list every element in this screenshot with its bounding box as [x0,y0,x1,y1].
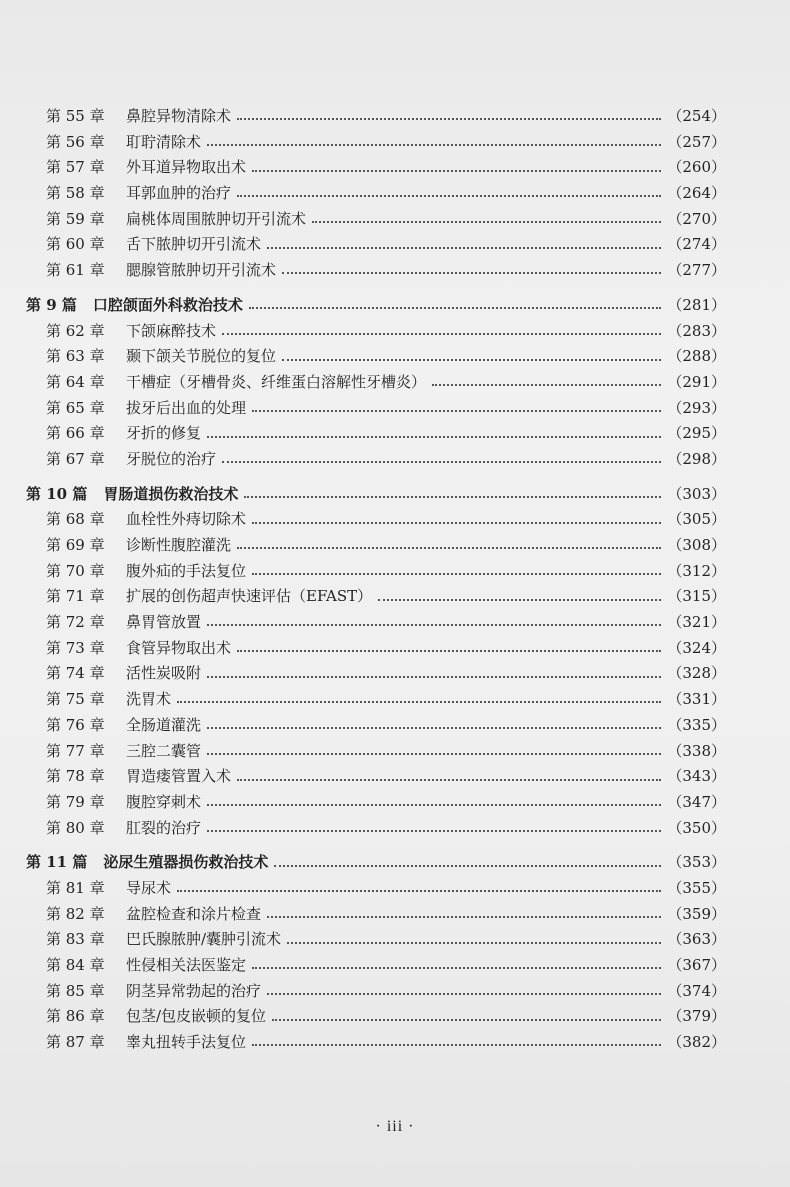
chapter-row [26,507,726,533]
chapter-number: 第 82 章 [46,904,105,923]
page-reference: （288） [667,347,726,366]
dot-leader [207,675,661,678]
chapter-number: 第 79 章 [46,792,105,811]
chapter-title: 拔牙后出血的处理 [126,398,247,417]
chapter-title: 腮腺管脓肿切开引流术 [126,261,277,280]
chapter-title: 肛裂的治疗 [126,818,202,837]
chapter-number: 第 81 章 [46,878,105,897]
chapter-title: 腹外疝的手法复位 [126,561,247,580]
dot-leader [272,1018,661,1021]
chapter-title: 扩展的创伤超声快速评估（EFAST） [126,587,373,606]
page-reference: （382） [667,1033,726,1052]
page-reference: （350） [667,818,726,837]
dot-leader [252,1043,661,1046]
chapter-title: 腹腔穿刺术 [126,792,202,811]
page-reference: （338） [667,741,726,760]
chapter-row [26,661,726,687]
chapter-number: 第 67 章 [46,449,105,468]
chapter-row [26,687,726,713]
chapter-title: 食管异物取出术 [126,638,232,657]
chapter-title: 牙折的修复 [126,424,202,443]
chapter-row [26,232,726,258]
page-reference: （298） [667,449,726,468]
chapter-row [26,790,726,816]
dot-leader [249,306,661,309]
dot-leader [244,495,661,498]
page-reference: （295） [667,424,726,443]
part-heading [26,482,726,508]
chapter-number: 第 85 章 [46,981,105,1000]
dot-leader [378,598,661,601]
page-reference: （308） [667,536,726,554]
chapter-number: 第 70 章 [46,561,105,580]
dot-leader [282,358,661,361]
chapter-number: 第 87 章 [46,1033,105,1052]
dot-leader [267,915,661,918]
dot-leader [207,829,661,832]
dot-leader [207,143,661,146]
chapter-number: 第 78 章 [46,767,105,786]
chapter-title: 包茎/包皮嵌顿的复位 [126,1007,267,1026]
page-reference: （355） [667,878,726,897]
page-reference: （264） [667,184,726,203]
page-reference: （274） [667,235,726,254]
chapter-row [26,207,726,233]
chapter-number: 第 68 章 [46,510,105,529]
page-reference: （305） [667,510,726,529]
chapter-row [26,258,726,284]
chapter-row [26,319,726,345]
chapter-number: 第 58 章 [46,184,105,203]
chapter-row [26,1030,726,1056]
chapter-number: 第 84 章 [46,956,105,974]
page-reference: （312） [667,561,726,580]
chapter-row [26,559,726,585]
part-number: 第 11 篇 [26,853,88,872]
dot-leader [237,649,661,652]
dot-leader [267,246,661,249]
chapter-title: 性侵相关法医鉴定 [126,956,247,974]
part-heading [26,293,726,319]
chapter-number: 第 77 章 [46,741,105,760]
dot-leader [312,220,661,223]
part-title: 泌尿生殖器损伤救治技术 [103,853,269,872]
chapter-row [26,155,726,181]
chapter-row [26,447,726,473]
page-reference: （374） [667,981,726,1000]
page-reference: （353） [667,853,726,872]
chapter-title: 干槽症（牙槽骨炎、纤维蛋白溶解性牙槽炎） [126,372,427,391]
page-reference: （343） [667,767,726,786]
dot-leader [252,572,661,575]
page-reference: （347） [667,792,726,811]
dot-leader [177,889,661,892]
chapter-number: 第 69 章 [46,536,105,554]
page-reference: （254） [667,107,726,125]
dot-leader [252,966,661,969]
part-heading [26,850,726,876]
chapter-title: 盆腔检查和涂片检查 [126,904,262,923]
chapter-number: 第 63 章 [46,347,105,366]
page-reference: （379） [667,1007,726,1026]
chapter-number: 第 59 章 [46,209,105,228]
dot-leader [282,271,661,274]
page-reference: （277） [667,261,726,280]
chapter-title: 耳郭血肿的治疗 [126,184,232,203]
dot-leader [207,752,661,755]
chapter-row [26,764,726,790]
chapter-title: 扁桃体周围脓肿切开引流术 [126,209,307,228]
dot-leader [237,546,661,549]
chapter-row [26,876,726,902]
chapter-number: 第 76 章 [46,715,105,734]
chapter-row [26,713,726,739]
dot-leader [252,409,661,412]
part-number: 第 10 篇 [26,484,88,503]
table-of-contents [26,104,726,1056]
chapter-number: 第 75 章 [46,690,105,709]
page-reference: （291） [667,372,726,391]
chapter-title: 外耳道异物取出术 [126,158,247,177]
chapter-number: 第 80 章 [46,818,105,837]
chapter-number: 第 86 章 [46,1007,105,1026]
chapter-title: 诊断性腹腔灌洗 [126,536,232,554]
part-number: 第 9 篇 [26,295,77,314]
page-number: · iii · [375,1118,415,1135]
chapter-number: 第 83 章 [46,930,105,949]
dot-leader [207,803,661,806]
chapter-row [26,344,726,370]
page-reference: （359） [667,904,726,923]
dot-leader [222,332,661,335]
chapter-row [26,421,726,447]
dot-leader [252,169,661,172]
dot-leader [222,460,661,463]
part-title: 胃肠道损伤救治技术 [103,484,239,503]
page-reference: （315） [667,587,726,606]
chapter-row [26,902,726,928]
page-reference: （331） [667,690,726,709]
page-reference: （293） [667,398,726,417]
chapter-row [26,1004,726,1030]
part-title: 口腔颌面外科救治技术 [92,295,243,314]
dot-leader [237,117,661,120]
chapter-number: 第 74 章 [46,664,105,683]
chapter-title: 颞下颌关节脱位的复位 [126,347,277,366]
page-reference: （335） [667,715,726,734]
dot-leader [252,521,661,524]
page-reference: （281） [667,295,726,314]
dot-leader [237,194,661,197]
page-reference: （367） [667,956,726,974]
chapter-number: 第 55 章 [46,107,105,125]
page-reference: （303） [667,484,726,503]
chapter-title: 三腔二囊管 [126,741,202,760]
chapter-title: 巴氏腺脓肿/囊肿引流术 [126,930,282,949]
page-reference: （321） [667,613,726,632]
chapter-title: 牙脱位的治疗 [126,449,217,468]
chapter-number: 第 73 章 [46,638,105,657]
chapter-row [26,610,726,636]
chapter-row [26,370,726,396]
chapter-number: 第 65 章 [46,398,105,417]
chapter-row [26,396,726,422]
page-reference: （257） [667,132,726,151]
chapter-row [26,927,726,953]
page-reference: （283） [667,321,726,340]
chapter-row [26,979,726,1005]
page-reference: （270） [667,209,726,228]
chapter-title: 鼻胃管放置 [126,613,202,632]
page-reference: （260） [667,158,726,177]
chapter-number: 第 72 章 [46,613,105,632]
chapter-title: 舌下脓肿切开引流术 [126,235,262,254]
chapter-title: 洗胃术 [126,690,172,709]
chapter-row [26,130,726,156]
dot-leader [207,623,661,626]
chapter-number: 第 66 章 [46,424,105,443]
chapter-title: 睾丸扭转手法复位 [126,1033,247,1052]
chapter-row [26,953,726,979]
dot-leader [287,941,661,944]
chapter-number: 第 62 章 [46,321,105,340]
chapter-row [26,584,726,610]
dot-leader [274,864,661,867]
dot-leader [207,726,661,729]
chapter-title: 活性炭吸附 [126,664,202,683]
chapter-number: 第 57 章 [46,158,105,177]
chapter-title: 全肠道灌洗 [126,715,202,734]
chapter-title: 下颌麻醉技术 [126,321,217,340]
chapter-row [26,181,726,207]
chapter-number: 第 61 章 [46,261,105,280]
chapter-row [26,636,726,662]
dot-leader [237,778,661,781]
dot-leader [177,700,661,703]
page-reference: （363） [667,930,726,949]
dot-leader [267,992,661,995]
chapter-title: 耵聍清除术 [126,132,202,151]
chapter-number: 第 64 章 [46,372,105,391]
page-reference: （328） [667,664,726,683]
dot-leader [432,383,661,386]
dot-leader [207,435,661,438]
chapter-title: 血栓性外痔切除术 [126,510,247,529]
chapter-title: 导尿术 [126,878,172,897]
chapter-row [26,739,726,765]
chapter-title: 鼻腔异物清除术 [126,107,232,125]
chapter-number: 第 56 章 [46,132,105,151]
chapter-row [26,533,726,559]
chapter-row [26,104,726,130]
page-reference: （324） [667,638,726,657]
chapter-title: 胃造瘘管置入术 [126,767,232,786]
chapter-number: 第 71 章 [46,587,105,606]
chapter-number: 第 60 章 [46,235,105,254]
chapter-row [26,816,726,842]
chapter-title: 阴茎异常勃起的治疗 [126,981,262,1000]
